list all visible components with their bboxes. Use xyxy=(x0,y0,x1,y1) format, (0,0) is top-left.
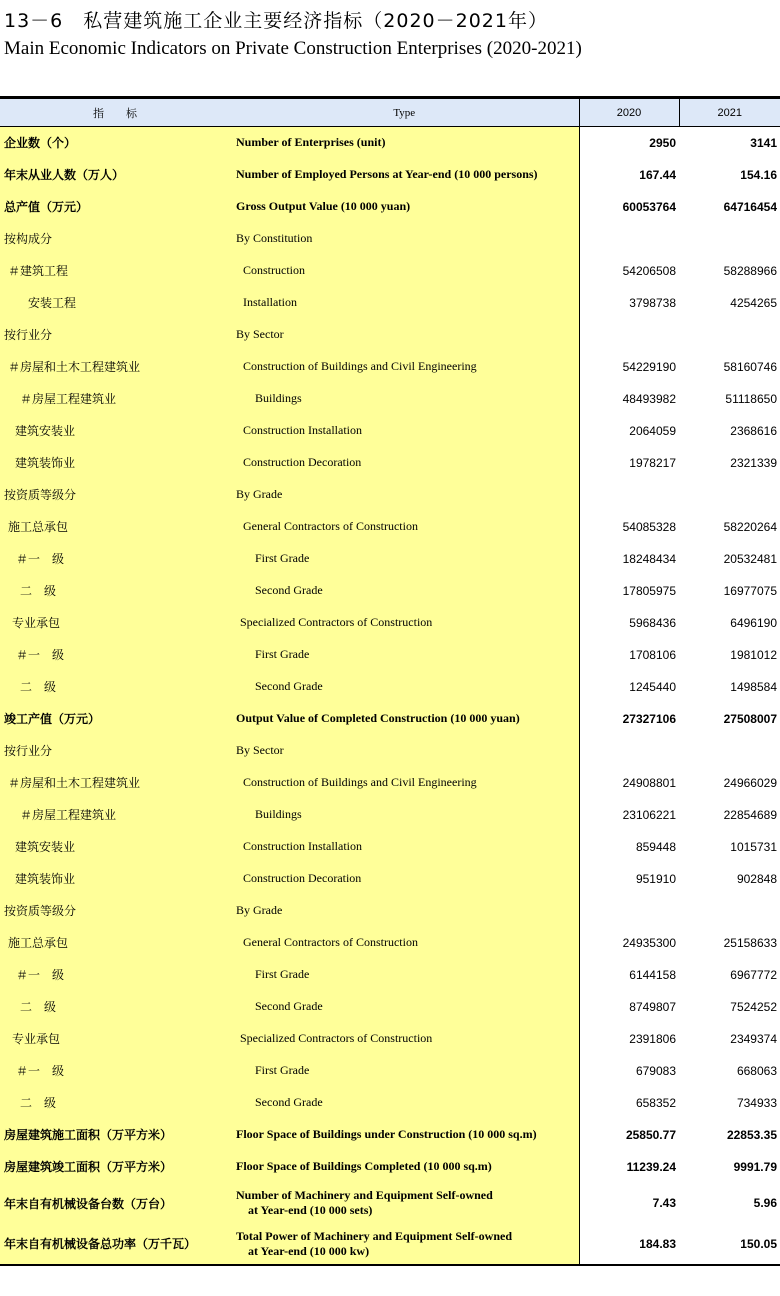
indicator-english-cell: First Grade xyxy=(230,639,579,671)
indicator-chinese-cell: 总产值（万元） xyxy=(0,191,230,223)
indicator-english-cell: Second Grade xyxy=(230,991,579,1023)
indicator-english-cell: Buildings xyxy=(230,383,579,415)
indicator-chinese-cell: 企业数（个） xyxy=(0,127,230,159)
value-2020-cell: 1978217 xyxy=(629,455,676,470)
indicator-english-cell: Construction of Buildings and Civil Engineering xyxy=(230,767,579,799)
value-2021-cell: 22854689 xyxy=(723,807,777,822)
indicator-chinese-cell: 二 级 xyxy=(0,671,230,703)
value-2020-cell: 60053764 xyxy=(622,199,676,214)
table-row xyxy=(0,383,780,415)
indicator-chinese-cell: 按行业分 xyxy=(0,319,230,351)
value-2021-cell: 902848 xyxy=(736,871,777,886)
header-year-2020: 2020 xyxy=(579,98,679,127)
value-2020-cell: 859448 xyxy=(635,839,676,854)
value-2020-cell: 167.44 xyxy=(639,167,676,182)
value-2021-cell: 6967772 xyxy=(730,967,777,982)
indicator-chinese-cell: ＃房屋工程建筑业 xyxy=(0,383,230,415)
table-row xyxy=(0,863,780,895)
value-2021-cell xyxy=(679,479,780,511)
table-title-english: Main Economic Indicators on Private Construction Enterprises (2020-2021) xyxy=(4,38,582,59)
indicator-chinese-cell: 按行业分 xyxy=(0,735,230,767)
indicator-english-line: at Year-end (10 000 kw) xyxy=(248,1243,370,1258)
indicator-english-cell: By Sector xyxy=(230,319,579,351)
value-2020-cell: 54206508 xyxy=(622,263,676,278)
value-2021-cell xyxy=(679,895,780,927)
indicator-english-cell: Construction Installation xyxy=(230,415,579,447)
value-2020-cell: 24935300 xyxy=(622,935,676,950)
table-row xyxy=(0,767,780,799)
value-2020-cell: 184.83 xyxy=(579,1224,679,1265)
indicator-english-cell: Construction Decoration xyxy=(230,863,579,895)
indicator-english-line: at Year-end (10 000 sets) xyxy=(248,1203,373,1217)
indicator-chinese-cell: 年末自有机械设备总功率（万千瓦） xyxy=(0,1224,230,1265)
value-2020-cell xyxy=(579,319,679,351)
table-row xyxy=(0,575,780,607)
value-2020-cell xyxy=(579,895,679,927)
indicator-chinese-cell: 二 级 xyxy=(0,575,230,607)
indicator-english-cell: By Grade xyxy=(230,895,579,927)
value-2021-cell xyxy=(679,319,780,351)
table-row xyxy=(0,1183,780,1224)
value-2021-cell: 2349374 xyxy=(730,1031,777,1046)
value-2020-cell: 11239.24 xyxy=(626,1159,676,1174)
table-row xyxy=(0,447,780,479)
indicator-english-cell: Floor Space of Buildings under Construction (10 000 sq.m) xyxy=(230,1119,579,1151)
indicator-chinese-cell: 按构成分 xyxy=(0,223,230,255)
value-2020-cell: 5968436 xyxy=(629,615,676,630)
table-row xyxy=(0,1224,780,1265)
value-2021-cell: 22853.35 xyxy=(726,1127,777,1142)
indicator-chinese-cell: 二 级 xyxy=(0,1087,230,1119)
table-row xyxy=(0,703,780,735)
value-2021-cell: 5.96 xyxy=(753,1196,777,1210)
indicator-english-cell: By Grade xyxy=(230,479,579,511)
value-2020-cell: 18248434 xyxy=(622,551,676,566)
header-type: Type xyxy=(230,98,579,127)
table-row xyxy=(0,159,780,191)
indicator-english-line: Number of Machinery and Equipment Self-owned xyxy=(236,1188,493,1202)
value-2020-cell: 17805975 xyxy=(622,583,676,598)
value-2020-cell xyxy=(579,735,679,767)
indicator-chinese-cell: ＃房屋和土木工程建筑业 xyxy=(0,767,230,799)
value-2021-cell xyxy=(679,735,780,767)
indicator-english-cell: Specialized Contractors of Construction xyxy=(230,1023,579,1055)
value-2021-cell: 668063 xyxy=(736,1063,777,1078)
table-row xyxy=(0,671,780,703)
indicator-chinese-cell: 专业承包 xyxy=(0,607,230,639)
value-2021-cell: 4254265 xyxy=(730,295,777,310)
value-2021-cell: 3141 xyxy=(750,135,777,150)
indicator-chinese-cell: 竣工产值（万元） xyxy=(0,703,230,735)
value-2021-cell: 24966029 xyxy=(723,775,777,790)
indicator-english-cell: Output Value of Completed Construction (10 000 yuan) xyxy=(230,703,579,735)
value-2020-cell: 679083 xyxy=(635,1063,676,1078)
value-2021-cell: 51118650 xyxy=(725,391,777,406)
value-2020-cell: 2064059 xyxy=(629,423,676,438)
indicator-english-cell: Construction Installation xyxy=(230,831,579,863)
indicator-english-cell xyxy=(230,1224,579,1265)
value-2021-cell: 1981012 xyxy=(730,647,777,662)
indicator-chinese-cell: 施工总承包 xyxy=(0,511,230,543)
table-row xyxy=(0,639,780,671)
value-2020-cell: 8749807 xyxy=(629,999,676,1014)
indicator-chinese-cell: 按资质等级分 xyxy=(0,895,230,927)
value-2021-cell xyxy=(679,223,780,255)
value-2021-cell: 2368616 xyxy=(730,423,777,438)
table-row xyxy=(0,1023,780,1055)
indicator-english-cell: By Constitution xyxy=(230,223,579,255)
indicator-english-cell: Number of Enterprises (unit) xyxy=(230,127,579,159)
table-row xyxy=(0,607,780,639)
indicator-english-cell: General Contractors of Construction xyxy=(230,927,579,959)
table-row xyxy=(0,415,780,447)
table-row xyxy=(0,287,780,319)
indicator-english-cell: Number of Employed Persons at Year-end (10 000 persons) xyxy=(230,159,579,191)
value-2020-cell: 1708106 xyxy=(629,647,676,662)
header-row xyxy=(0,98,780,127)
table-row xyxy=(0,1055,780,1087)
table-row xyxy=(0,255,780,287)
indicator-chinese-cell: 按资质等级分 xyxy=(0,479,230,511)
indicator-english-cell xyxy=(230,1183,579,1224)
value-2021-cell: 9991.79 xyxy=(733,1159,777,1174)
indicator-chinese-cell: ＃一 级 xyxy=(0,1055,230,1087)
indicator-chinese-cell: ＃一 级 xyxy=(0,639,230,671)
indicator-chinese-cell: 房屋建筑施工面积（万平方米） xyxy=(0,1119,230,1151)
indicator-english-cell: Second Grade xyxy=(230,1087,579,1119)
table-row xyxy=(0,479,780,511)
table-body xyxy=(0,127,780,1265)
indicator-english-cell: Construction of Buildings and Civil Engineering xyxy=(230,351,579,383)
indicator-chinese-cell: 安装工程 xyxy=(0,287,230,319)
indicators-table xyxy=(0,96,780,1266)
header-indicator: 指 标 xyxy=(0,98,230,127)
value-2020-cell xyxy=(579,223,679,255)
indicator-english-cell: Specialized Contractors of Construction xyxy=(230,607,579,639)
value-2020-cell: 23106221 xyxy=(622,807,676,822)
value-2021-cell: 7524252 xyxy=(730,999,777,1014)
value-2020-cell: 54229190 xyxy=(622,359,676,374)
table-row xyxy=(0,959,780,991)
table-row xyxy=(0,319,780,351)
value-2021-cell: 58160746 xyxy=(723,359,777,374)
indicator-chinese-cell: 建筑安装业 xyxy=(0,831,230,863)
value-2021-cell: 20532481 xyxy=(723,551,777,566)
indicator-chinese-cell: ＃房屋工程建筑业 xyxy=(0,799,230,831)
table-row xyxy=(0,1151,780,1183)
value-2020-cell: 27327106 xyxy=(622,711,676,726)
value-2021-cell: 1498584 xyxy=(730,679,777,694)
value-2020-cell: 2391806 xyxy=(629,1031,676,1046)
value-2021-cell: 25158633 xyxy=(723,935,777,950)
indicator-english-cell: Second Grade xyxy=(230,575,579,607)
indicator-english-cell: First Grade xyxy=(230,959,579,991)
value-2021-cell: 734933 xyxy=(736,1095,777,1110)
value-2020-cell: 658352 xyxy=(635,1095,676,1110)
indicator-chinese-cell: 专业承包 xyxy=(0,1023,230,1055)
table-row xyxy=(0,799,780,831)
table-row xyxy=(0,191,780,223)
table-row xyxy=(0,831,780,863)
table-row xyxy=(0,735,780,767)
value-2021-cell: 27508007 xyxy=(723,711,777,726)
value-2020-cell xyxy=(579,479,679,511)
table-title-chinese: 13－6 私营建筑施工企业主要经济指标（2020－2021年） xyxy=(4,10,548,32)
indicator-english-cell: Floor Space of Buildings Completed (10 000 sq.m) xyxy=(230,1151,579,1183)
indicator-chinese-cell: 房屋建筑竣工面积（万平方米） xyxy=(0,1151,230,1183)
value-2020-cell: 7.43 xyxy=(652,1196,676,1210)
value-2021-cell: 150.05 xyxy=(679,1224,780,1265)
indicator-chinese-cell: 建筑装饰业 xyxy=(0,447,230,479)
indicator-chinese-cell: ＃一 级 xyxy=(0,959,230,991)
value-2020-cell: 48493982 xyxy=(622,391,676,406)
table-row xyxy=(0,511,780,543)
value-2020-cell: 2950 xyxy=(649,135,676,150)
value-2021-cell: 64716454 xyxy=(723,199,777,214)
indicator-english-line: Total Power of Machinery and Equipment Self-owned xyxy=(236,1228,513,1243)
table-row xyxy=(0,351,780,383)
value-2021-cell: 154.16 xyxy=(740,167,777,182)
indicator-english-cell: First Grade xyxy=(230,1055,579,1087)
indicator-chinese-cell: 建筑装饰业 xyxy=(0,863,230,895)
indicator-chinese-cell: ＃一 级 xyxy=(0,543,230,575)
value-2020-cell: 3798738 xyxy=(629,295,676,310)
value-2020-cell: 1245440 xyxy=(629,679,676,694)
value-2020-cell: 25850.77 xyxy=(625,1127,676,1142)
indicator-english-cell: Buildings xyxy=(230,799,579,831)
indicator-chinese-cell: 年末从业人数（万人） xyxy=(0,159,230,191)
table-row xyxy=(0,1087,780,1119)
indicator-chinese-cell: 二 级 xyxy=(0,991,230,1023)
table-row xyxy=(0,1119,780,1151)
indicator-english-cell: Construction xyxy=(230,255,579,287)
value-2020-cell: 24908801 xyxy=(622,775,676,790)
value-2021-cell: 1015731 xyxy=(730,839,777,854)
value-2021-cell: 16977075 xyxy=(723,583,777,598)
indicator-english-cell: Gross Output Value (10 000 yuan) xyxy=(230,191,579,223)
indicator-chinese-cell: 建筑安装业 xyxy=(0,415,230,447)
indicator-english-cell: Installation xyxy=(230,287,579,319)
table-row xyxy=(0,927,780,959)
indicator-chinese-cell: 施工总承包 xyxy=(0,927,230,959)
indicator-chinese-cell: 年末自有机械设备台数（万台） xyxy=(0,1183,230,1224)
indicator-english-cell: Second Grade xyxy=(230,671,579,703)
indicator-english-cell: Construction Decoration xyxy=(230,447,579,479)
table-row xyxy=(0,895,780,927)
indicator-chinese-cell: ＃房屋和土木工程建筑业 xyxy=(0,351,230,383)
indicator-chinese-cell: ＃建筑工程 xyxy=(0,255,230,287)
indicator-english-cell: General Contractors of Construction xyxy=(230,511,579,543)
value-2020-cell: 951910 xyxy=(635,871,676,886)
value-2021-cell: 58220264 xyxy=(723,519,777,534)
table-row xyxy=(0,543,780,575)
table-row xyxy=(0,223,780,255)
header-year-2021: 2021 xyxy=(679,98,780,127)
table-row xyxy=(0,991,780,1023)
value-2021-cell: 2321339 xyxy=(730,455,777,470)
value-2020-cell: 6144158 xyxy=(629,967,676,982)
value-2021-cell: 6496190 xyxy=(730,615,777,630)
indicator-english-cell: By Sector xyxy=(230,735,579,767)
value-2020-cell: 54085328 xyxy=(622,519,676,534)
indicator-english-cell: First Grade xyxy=(230,543,579,575)
value-2021-cell: 58288966 xyxy=(723,263,777,278)
table-row xyxy=(0,127,780,159)
